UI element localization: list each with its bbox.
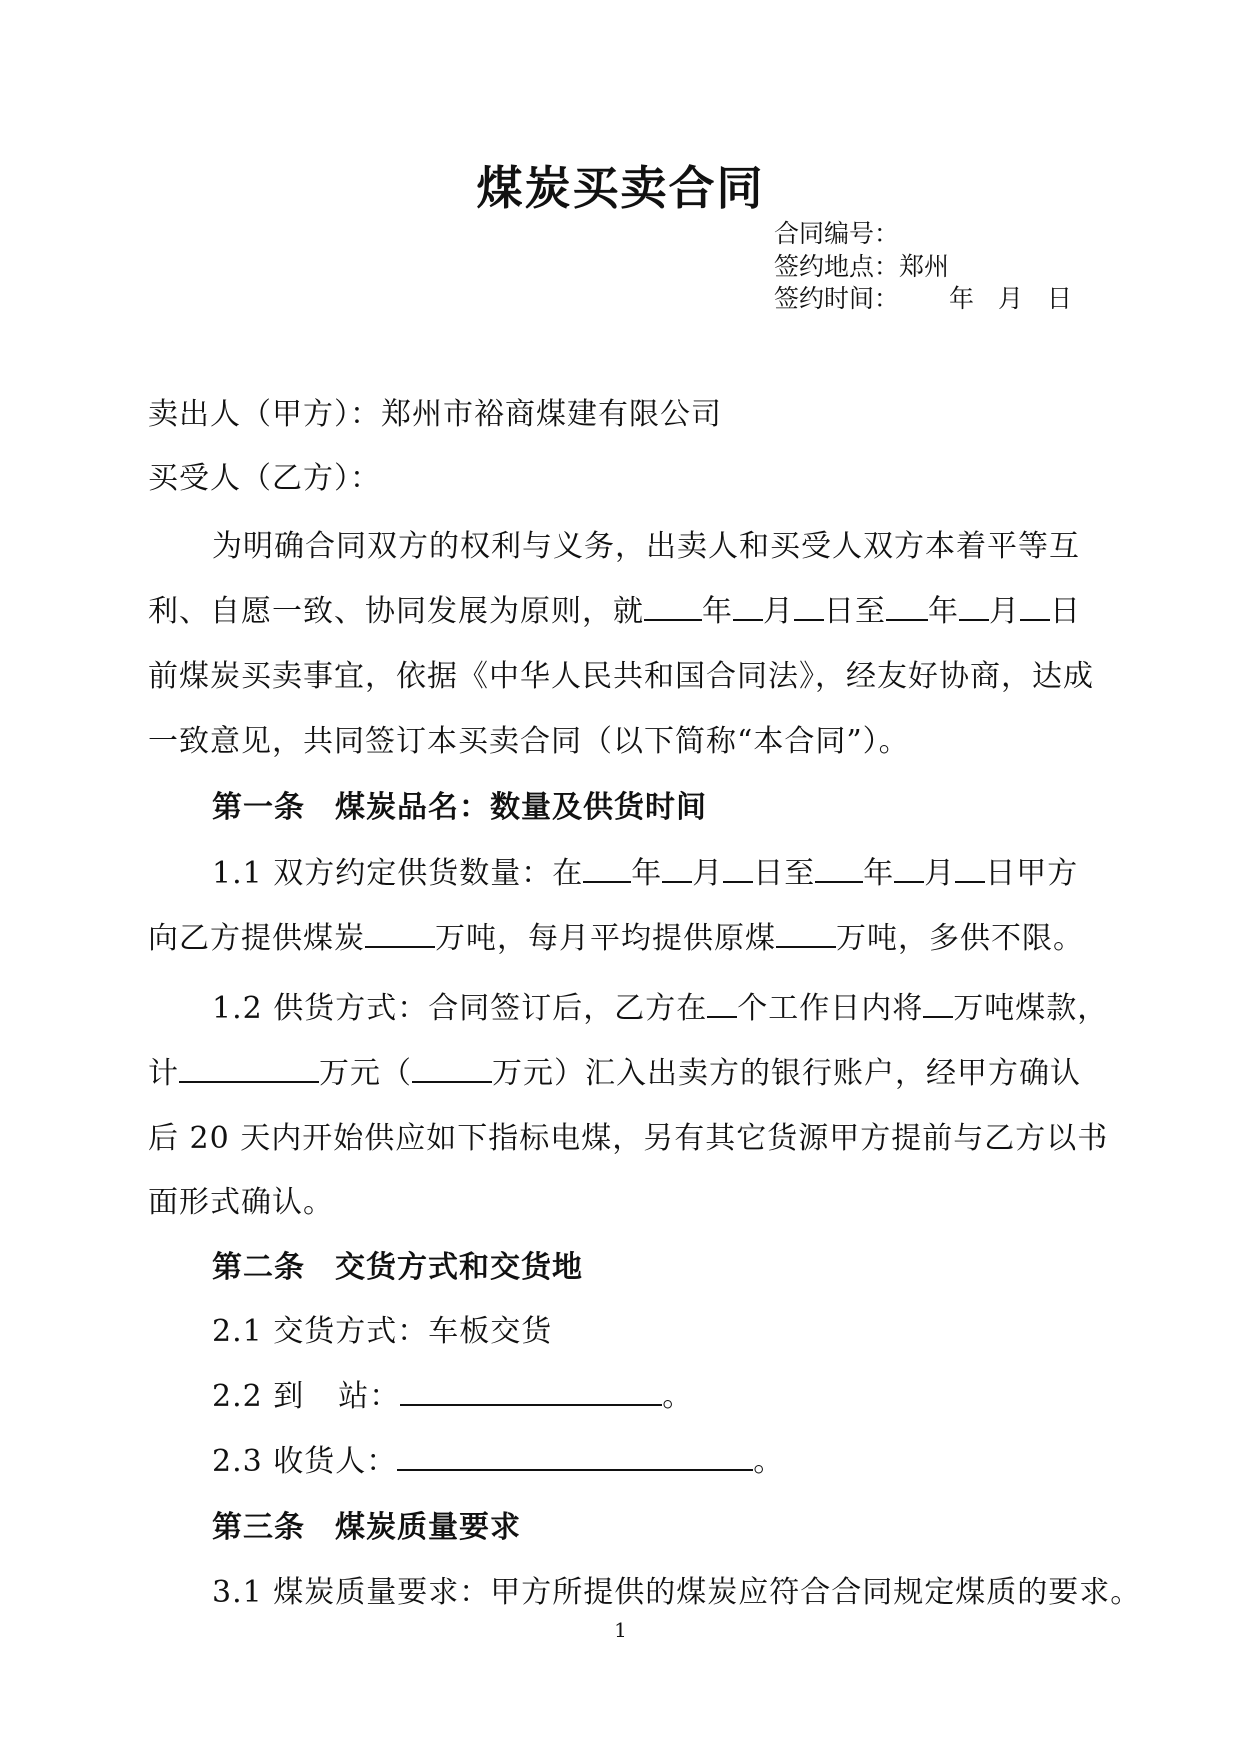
article-2-number: 第二条	[212, 1250, 305, 1285]
signing-month: 月	[998, 284, 1024, 313]
blank-field	[179, 1057, 319, 1083]
signing-year: 年	[949, 284, 975, 313]
preamble-line-2	[148, 586, 1081, 630]
blank-field	[959, 595, 989, 621]
clause-text: 1.1 双方约定供货数量：在	[212, 856, 584, 891]
clause-text: 万吨，多供不限。	[836, 921, 1084, 956]
clause-2-3	[212, 1436, 784, 1480]
blank-field	[707, 992, 737, 1018]
preamble-text: 月	[989, 594, 1020, 629]
blank-field	[583, 857, 631, 883]
signing-place-value: 郑州	[899, 252, 950, 281]
clause-1-2-line-1	[212, 983, 1108, 1027]
preamble-text: 日	[1050, 594, 1081, 629]
clause-text: 。	[662, 1379, 694, 1414]
blank-field	[723, 857, 753, 883]
blank-field	[815, 857, 863, 883]
clause-text: 万吨，每月平均提供原煤	[435, 921, 776, 956]
clause-text: 1.2 供货方式：合同签订后，乙方在	[212, 991, 708, 1026]
clause-text: 万元）汇入出卖方的银行账户，经甲方确认	[492, 1056, 1081, 1091]
clause-1-1-line-1	[212, 848, 1078, 892]
preamble-text: 年	[928, 594, 959, 629]
clause-2-1: 2.1 交货方式：车板交货	[212, 1314, 553, 1349]
blank-field	[955, 857, 985, 883]
blank-field	[923, 992, 953, 1018]
clause-text: 2.3 收货人：	[212, 1444, 398, 1479]
page-number: 1	[614, 1618, 627, 1642]
contract-number: 合同编号：	[774, 219, 900, 248]
article-3-heading	[212, 1502, 521, 1546]
clause-text: 日甲方	[985, 856, 1079, 891]
blank-field	[662, 857, 692, 883]
clause-text: 向乙方提供煤炭	[148, 921, 365, 956]
article-1-number: 第一条	[212, 790, 305, 825]
signing-day: 日	[1047, 284, 1073, 313]
clause-text: 月	[692, 856, 724, 891]
clause-text: 万元（	[319, 1056, 412, 1091]
clause-text: 。	[753, 1444, 785, 1479]
preamble-text: 利、自愿一致、协同发展为原则，就	[148, 594, 644, 629]
clause-text: 月	[924, 856, 956, 891]
blank-field	[794, 595, 824, 621]
clause-1-1-line-2	[148, 913, 1084, 957]
blank-field	[1020, 595, 1050, 621]
clause-1-2-line-3: 后 20 天内开始供应如下指标电煤，另有其它货源甲方提前与乙方以书	[148, 1121, 1109, 1156]
buyer-line: 买受人（乙方）：	[148, 461, 381, 496]
clause-text: 计	[148, 1056, 179, 1091]
preamble-text: 年	[702, 594, 733, 629]
preamble-text: 月	[763, 594, 794, 629]
article-1-title: 煤炭品名：数量及供货时间	[335, 790, 707, 825]
article-1-heading	[212, 782, 707, 826]
preamble-line-3: 前煤炭买卖事宜，依据《中华人民共和国合同法》，经友好协商，达成	[148, 659, 1094, 694]
blank-field	[733, 595, 763, 621]
clause-1-2-line-4: 面形式确认。	[148, 1185, 334, 1220]
blank-field	[412, 1057, 492, 1083]
article-2-title: 交货方式和交货地	[335, 1250, 583, 1285]
preamble-text: 日至	[824, 594, 886, 629]
article-2-heading	[212, 1242, 583, 1286]
clause-3-1: 3.1 煤炭质量要求：甲方所提供的煤炭应符合合同规定煤质的要求。	[212, 1575, 1142, 1610]
blank-field	[365, 922, 435, 948]
clause-2-2	[212, 1371, 693, 1415]
blank-field	[776, 922, 836, 948]
signing-time-label: 签约时间：	[774, 284, 900, 313]
clause-text: 年	[863, 856, 895, 891]
seller-line: 卖出人（甲方）：郑州市裕商煤建有限公司	[148, 397, 722, 432]
clause-text: 万吨煤款，	[953, 991, 1109, 1026]
clause-text: 个工作日内将	[737, 991, 924, 1026]
clause-text: 站：	[338, 1379, 401, 1414]
preamble-line-4: 一致意见，共同签订本买卖合同（以下简称“本合同”）。	[148, 724, 910, 759]
clause-text: 日至	[753, 856, 816, 891]
blank-field	[886, 595, 928, 621]
document-title: 煤炭买卖合同	[476, 161, 765, 215]
blank-field	[397, 1445, 753, 1471]
signing-place-label: 签约地点：	[774, 252, 900, 281]
article-3-number: 第三条	[212, 1510, 305, 1545]
blank-field	[644, 595, 702, 621]
signing-place	[774, 247, 949, 283]
preamble-line-1: 为明确合同双方的权利与义务，出卖人和买受人双方本着平等互	[212, 529, 1080, 564]
article-3-title: 煤炭质量要求	[335, 1510, 521, 1545]
blank-field	[894, 857, 924, 883]
signing-time	[774, 279, 1072, 315]
clause-1-2-line-2	[148, 1048, 1081, 1092]
clause-text: 2.2 到	[212, 1379, 305, 1414]
clause-text: 年	[631, 856, 663, 891]
blank-field	[400, 1380, 662, 1406]
